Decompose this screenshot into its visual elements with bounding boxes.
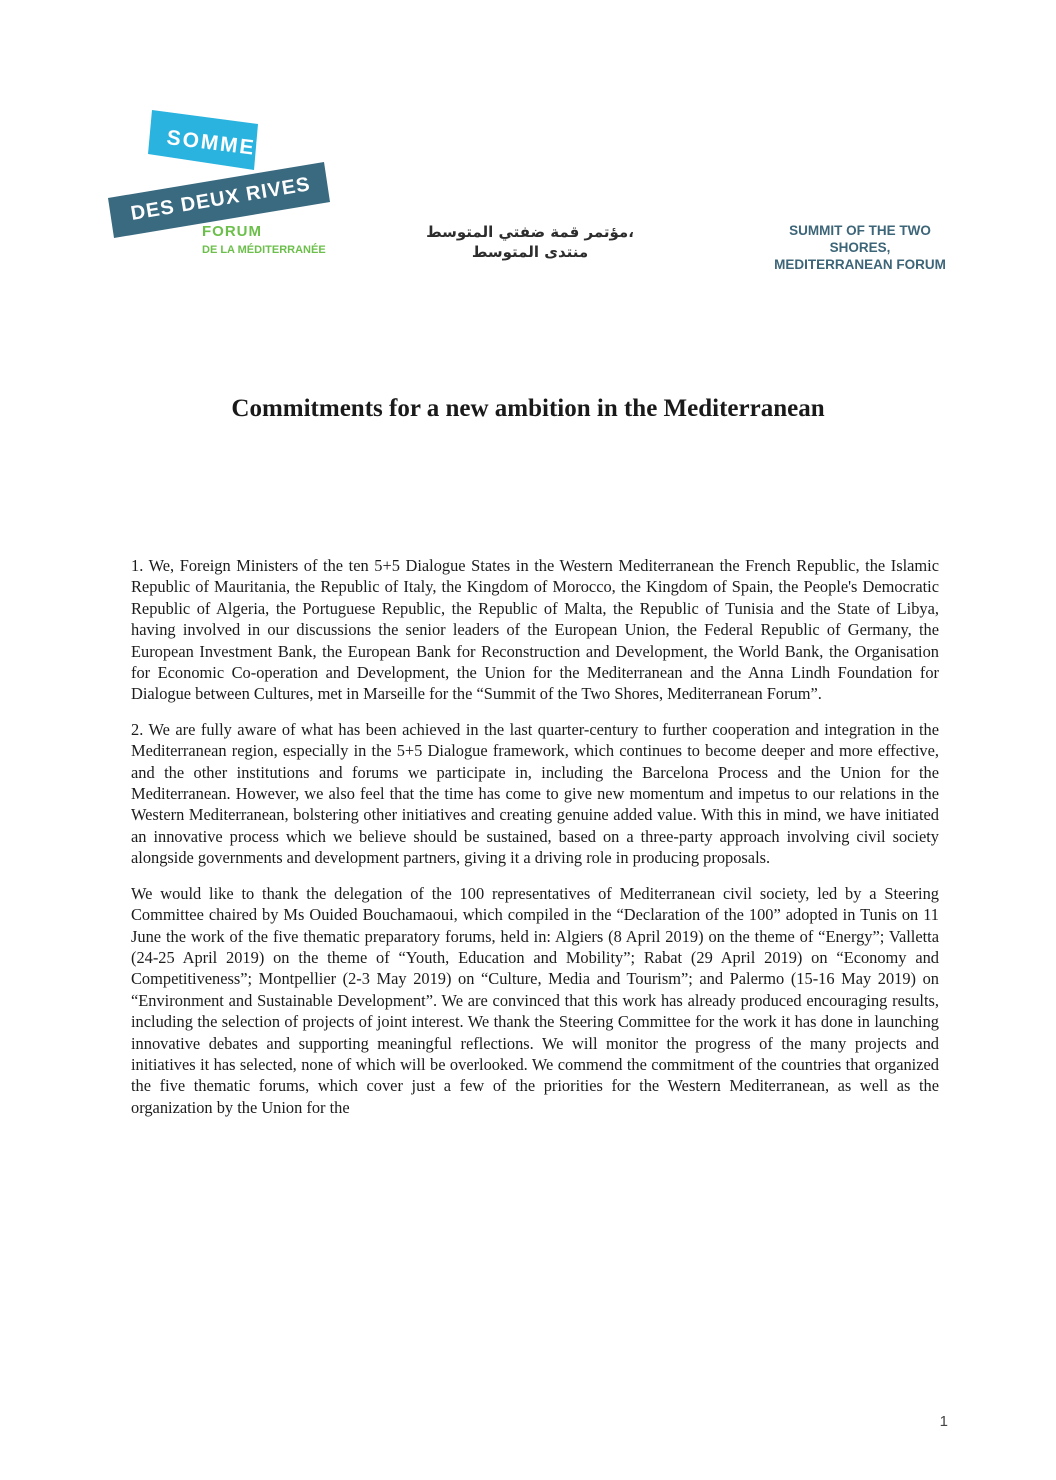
document-title: Commitments for a new ambition in the Mediterranean xyxy=(231,395,825,422)
paragraph-3: We would like to thank the delegation of the 100 representatives of Mediterranean civil society, led by a Steering Committee chaired by Ms Ouided Bouchamaoui, which compiled in the “Declaration of the 100” adopted in Tunis on 11 June the work of the five thematic preparatory forums, held in: Algiers (8 April 2019) on the theme of “Energy”; Valletta (24-25 April 2019) on the theme of “Youth, Education and Mobility”; Rabat (29 April 2019) on “Economy and Competitiveness”; Montpellier (2-3 May 2019) on “Culture, Media and Tourism”; and Palermo (15-16 May 2019) on “Environment and Sustainable Development”. We are convinced that this work has already produced encouraging results, including the selection of projects of joint interest. We thank the Steering Committee for the work it has done in launching innovative debates and supporting meaningful reflections. We will monitor the progress of the many projects and initiatives it has selected, none of which will be overlooked. We commend the commitment of the countries that organized the five thematic forums, which cover just a few of the priorities for the Western Mediterranean, as well as the organization by the Union for the xyxy=(131,883,939,1117)
arabic-header xyxy=(400,222,660,262)
arabic-header-line2: منتدى المتوسط xyxy=(471,243,589,261)
english-header xyxy=(760,222,960,273)
arabic-header-line1: ،مؤتمر قمة ضفتي المتوسط xyxy=(426,223,634,241)
logo-deux-rives-text: DES DEUX RIVES xyxy=(129,173,313,225)
english-header-line1: SUMMIT OF THE TWO SHORES, xyxy=(789,223,931,255)
paragraph-2: 2. We are fully aware of what has been achieved in the last quarter-century to further cooperation and integration in the Mediterranean region, especially in the 5+5 Dialogue framework, which continues to become deeper and more effective, and the other institutions and forums we participate in, including the Barcelona Process and the Union for the Mediterranean. However, we also feel that the time has come to give new momentum and impetus to our relations in the Western Mediterranean, bolstering other initiatives and creating genuine added value. With this in mind, we have initiated an innovative process which we believe should be sustained, based on a three-party approach involving civil society alongside governments and development partners, giving it a driving role in producing proposals. xyxy=(131,719,939,868)
document-body xyxy=(131,555,939,1132)
logo-sommet-text: SOMMET xyxy=(165,126,272,162)
english-header-line2: MEDITERRANEAN FORUM xyxy=(774,257,946,272)
logo-mediterranee-text: DE LA MÉDITERRANÉE xyxy=(202,244,326,256)
page-number: 1 xyxy=(939,1413,948,1430)
logo-forum-text: FORUM xyxy=(202,223,262,240)
paragraph-1: 1. We, Foreign Ministers of the ten 5+5 Dialogue States in the Western Mediterranean the French Republic, the Islamic Republic of Mauritania, the Republic of Italy, the Kingdom of Morocco, the Kingdom of Spain, the People's Democratic Republic of Algeria, the Portuguese Republic, the Republic of Malta, the Republic of Tunisia and the State of Libya, having involved in our discussions the senior leaders of the European Union, the Federal Republic of Germany, the European Investment Bank, the European Bank for Reconstruction and Development, the World Bank, the Organisation for Economic Co-operation and Development, the Union for the Mediterranean and the Anna Lindh Foundation for Dialogue between Cultures, met in Marseille for the “Summit of the Two Shores, Mediterranean Forum”. xyxy=(131,556,939,704)
summit-logo xyxy=(108,110,348,270)
